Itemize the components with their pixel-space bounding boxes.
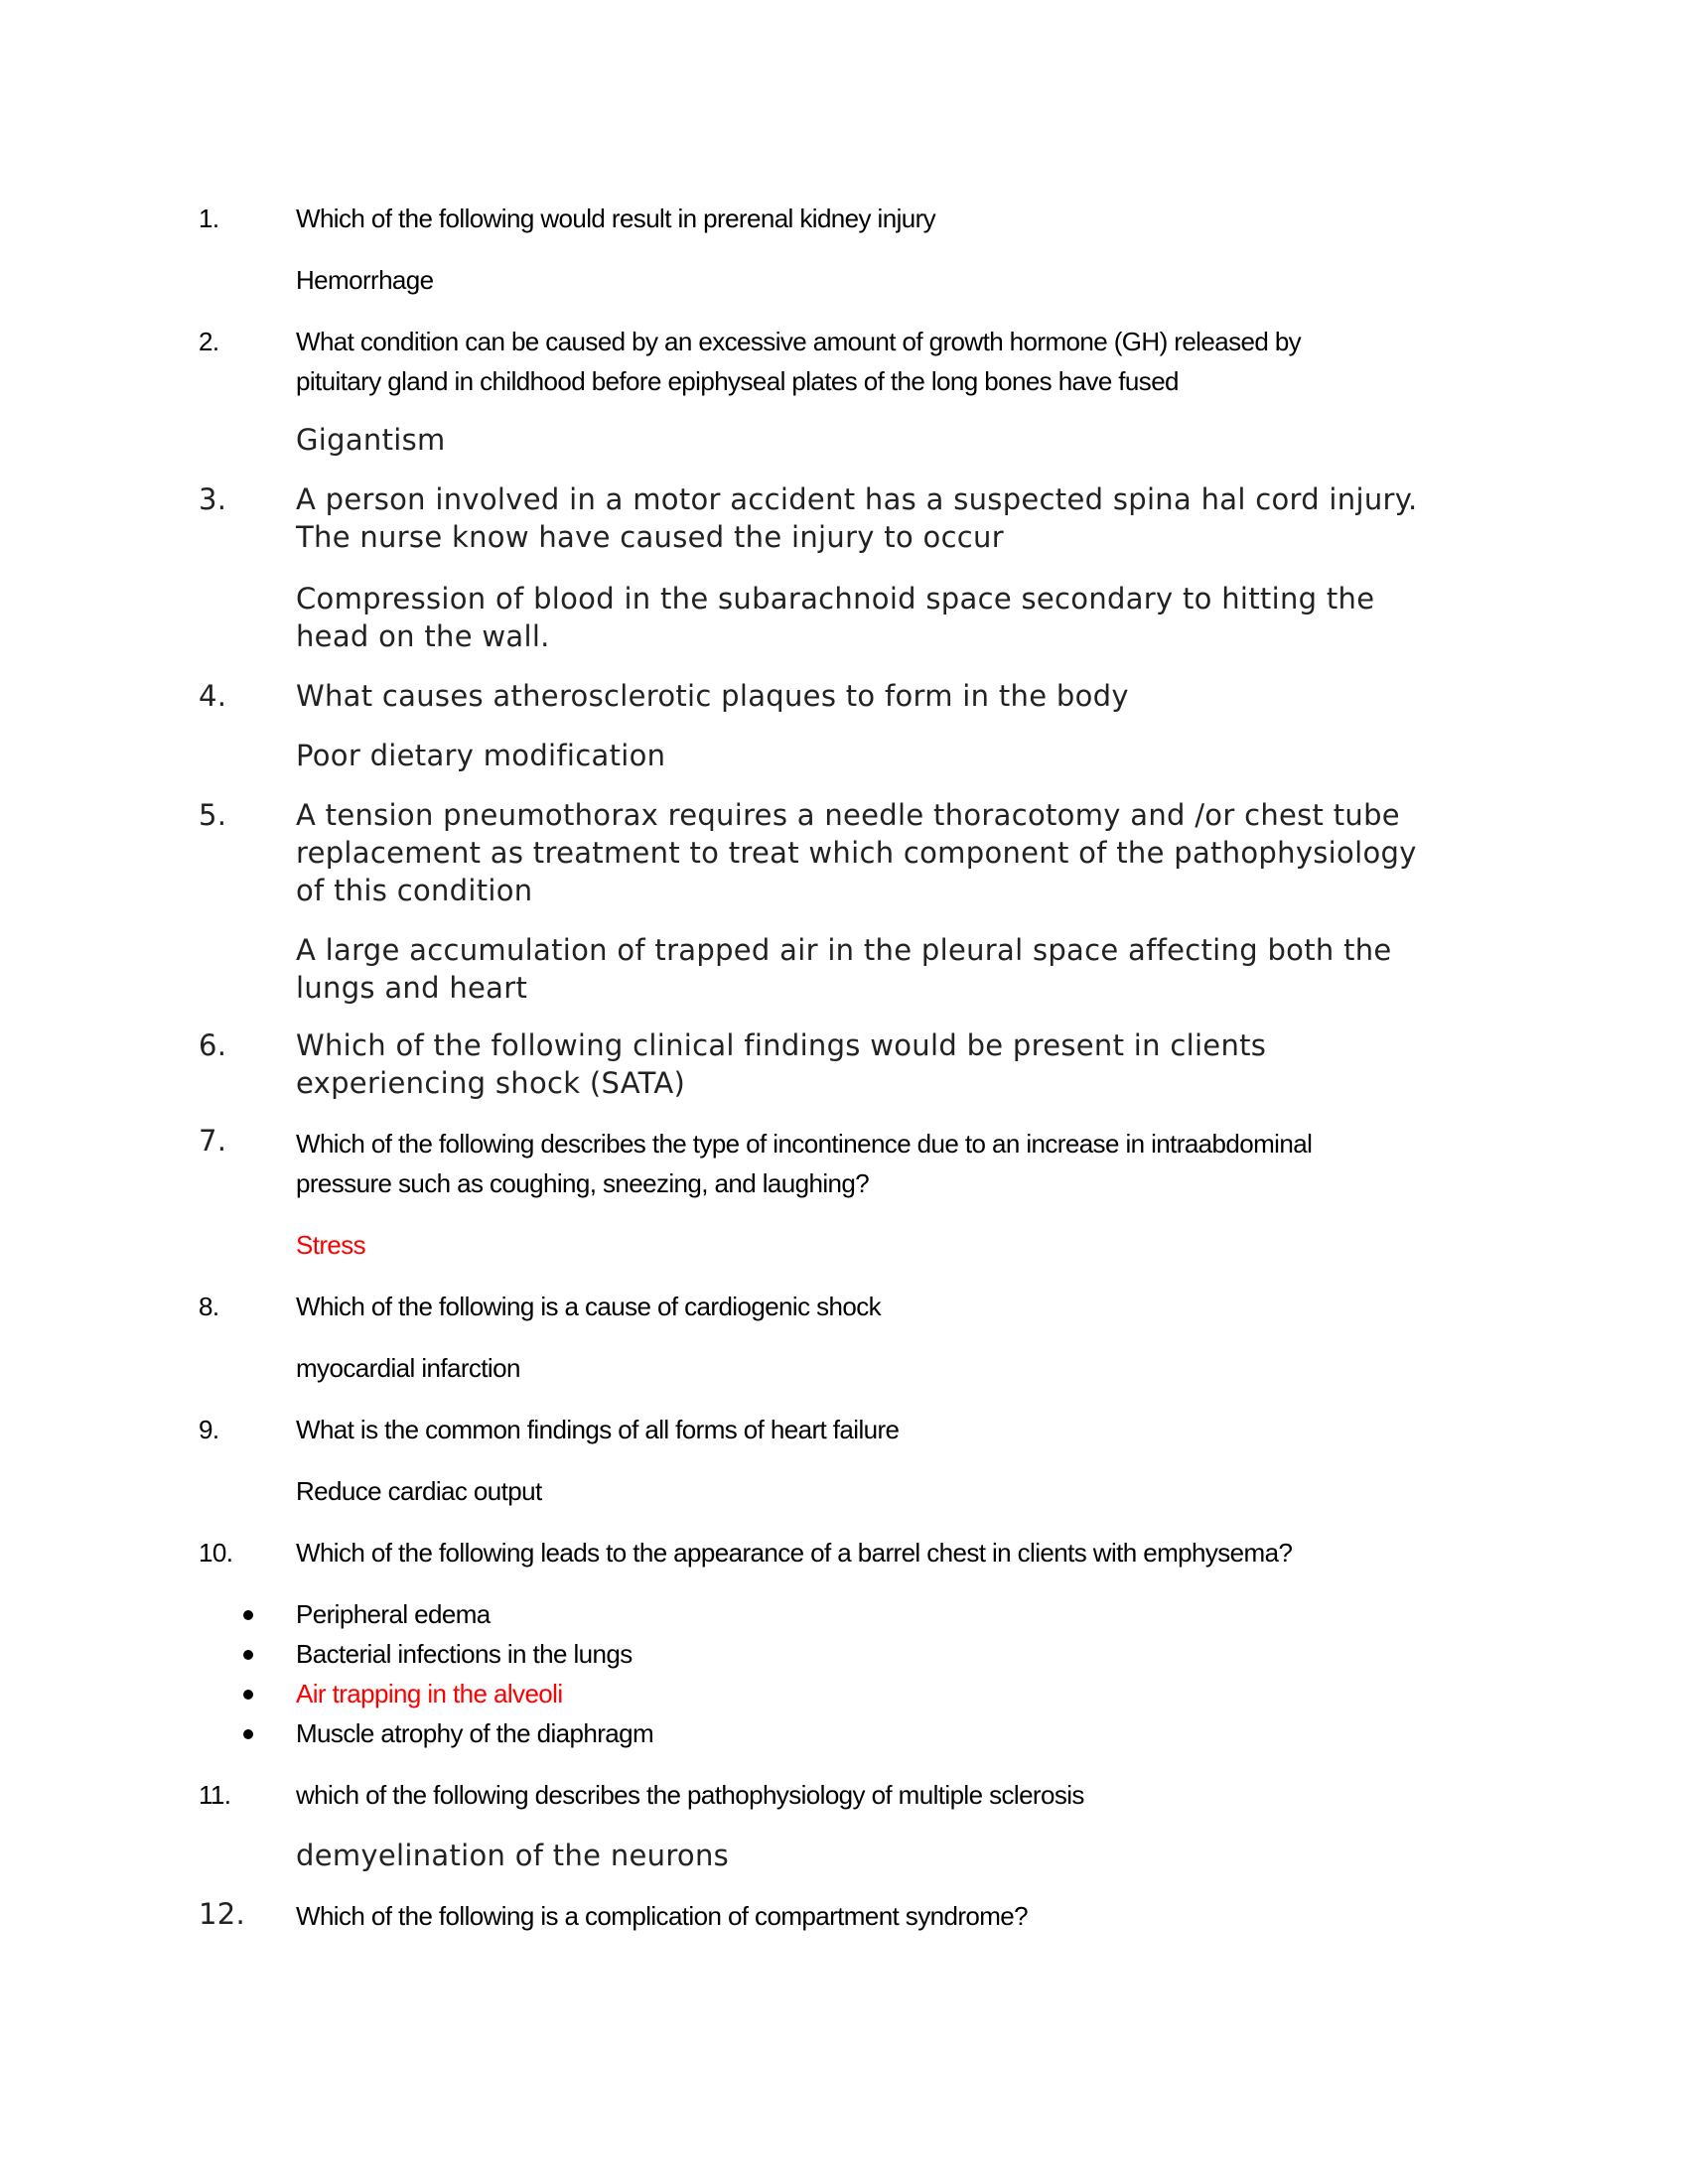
answer-text: Poor dietary modification	[296, 739, 666, 772]
question-text: What is the common findings of all forms of heart failure	[296, 1415, 900, 1444]
option-label: Muscle atrophy of the diaphragm	[296, 1718, 654, 1748]
question-number: 9.	[199, 1415, 219, 1444]
question-text: Which of the following is a complication of compartment syndrome?	[296, 1901, 1029, 1931]
answer-text: demyelination of the neurons	[296, 1839, 730, 1872]
question-number: 6.	[199, 1028, 227, 1062]
answer-text: Gigantism	[296, 423, 446, 457]
question-line: pituitary gland in childhood before epiphyseal plates of the long bones have fused	[296, 366, 1179, 396]
question-number: 1.	[199, 204, 219, 233]
option-label-highlighted: Air trapping in the alveoli	[296, 1679, 563, 1708]
question-line: Which of the following describes the type of incontinence due to an increase in intraabdominal	[296, 1129, 1313, 1159]
question-number: 7.	[199, 1124, 227, 1158]
question-line: pressure such as coughing, sneezing, and laughing?	[296, 1168, 870, 1198]
answer-line: lungs and heart	[296, 971, 528, 1005]
question-number: 12.	[199, 1897, 246, 1931]
question-number: 4.	[199, 679, 227, 713]
question-text	[296, 796, 1468, 909]
bullet-icon	[243, 1610, 253, 1620]
question-line: experiencing shock (SATA)	[296, 1066, 686, 1100]
answer-line: A large accumulation of trapped air in the pleural space affecting both the	[296, 933, 1392, 967]
question-number: 10.	[199, 1538, 233, 1568]
question-line: replacement as treatment to treat which component of the pathophysiology	[296, 836, 1417, 870]
question-line: What condition can be caused by an excessive amount of growth hormone (GH) released by	[296, 327, 1302, 356]
question-text	[296, 1124, 1468, 1203]
option-label: Bacterial infections in the lungs	[296, 1639, 633, 1669]
answer-line: Compression of blood in the subarachnoid space secondary to hitting the	[296, 582, 1375, 615]
option-label: Peripheral edema	[296, 1599, 491, 1629]
answer-text: Reduce cardiac output	[296, 1476, 542, 1506]
question-line: A tension pneumothorax requires a needle thoracotomy and /or chest tube	[296, 798, 1400, 832]
question-text: What causes atherosclerotic plaques to form in the body	[296, 679, 1129, 713]
bullet-icon	[243, 1690, 253, 1700]
bullet-icon	[243, 1729, 253, 1739]
question-number: 2.	[199, 327, 219, 356]
answer-text-highlighted: Stress	[296, 1230, 366, 1260]
question-number: 8.	[199, 1292, 219, 1321]
question-text: which of the following describes the pathophysiology of multiple sclerosis	[296, 1780, 1084, 1810]
question-line: Which of the following clinical findings would be present in clients	[296, 1028, 1267, 1062]
question-line: A person involved in a motor accident has a suspected spina hal cord injury.	[296, 482, 1418, 516]
answer-text	[296, 931, 1468, 1007]
answer-text: Hemorrhage	[296, 265, 434, 295]
question-text: Which of the following would result in prerenal kidney injury	[296, 204, 936, 233]
question-text	[296, 322, 1468, 401]
question-text: Which of the following leads to the appearance of a barrel chest in clients with emphysema?	[296, 1538, 1293, 1568]
question-number: 11.	[199, 1780, 231, 1810]
answer-text: myocardial infarction	[296, 1353, 520, 1383]
question-line: of this condition	[296, 874, 533, 907]
answer-text	[296, 580, 1468, 655]
question-line: The nurse know have caused the injury to occur	[296, 520, 1004, 554]
question-text	[296, 1026, 1468, 1102]
question-number: 3.	[199, 482, 227, 516]
bullet-icon	[243, 1650, 253, 1660]
question-number: 5.	[199, 798, 227, 832]
answer-line: head on the wall.	[296, 619, 550, 653]
question-text: Which of the following is a cause of cardiogenic shock	[296, 1292, 882, 1321]
question-text	[296, 480, 1468, 556]
